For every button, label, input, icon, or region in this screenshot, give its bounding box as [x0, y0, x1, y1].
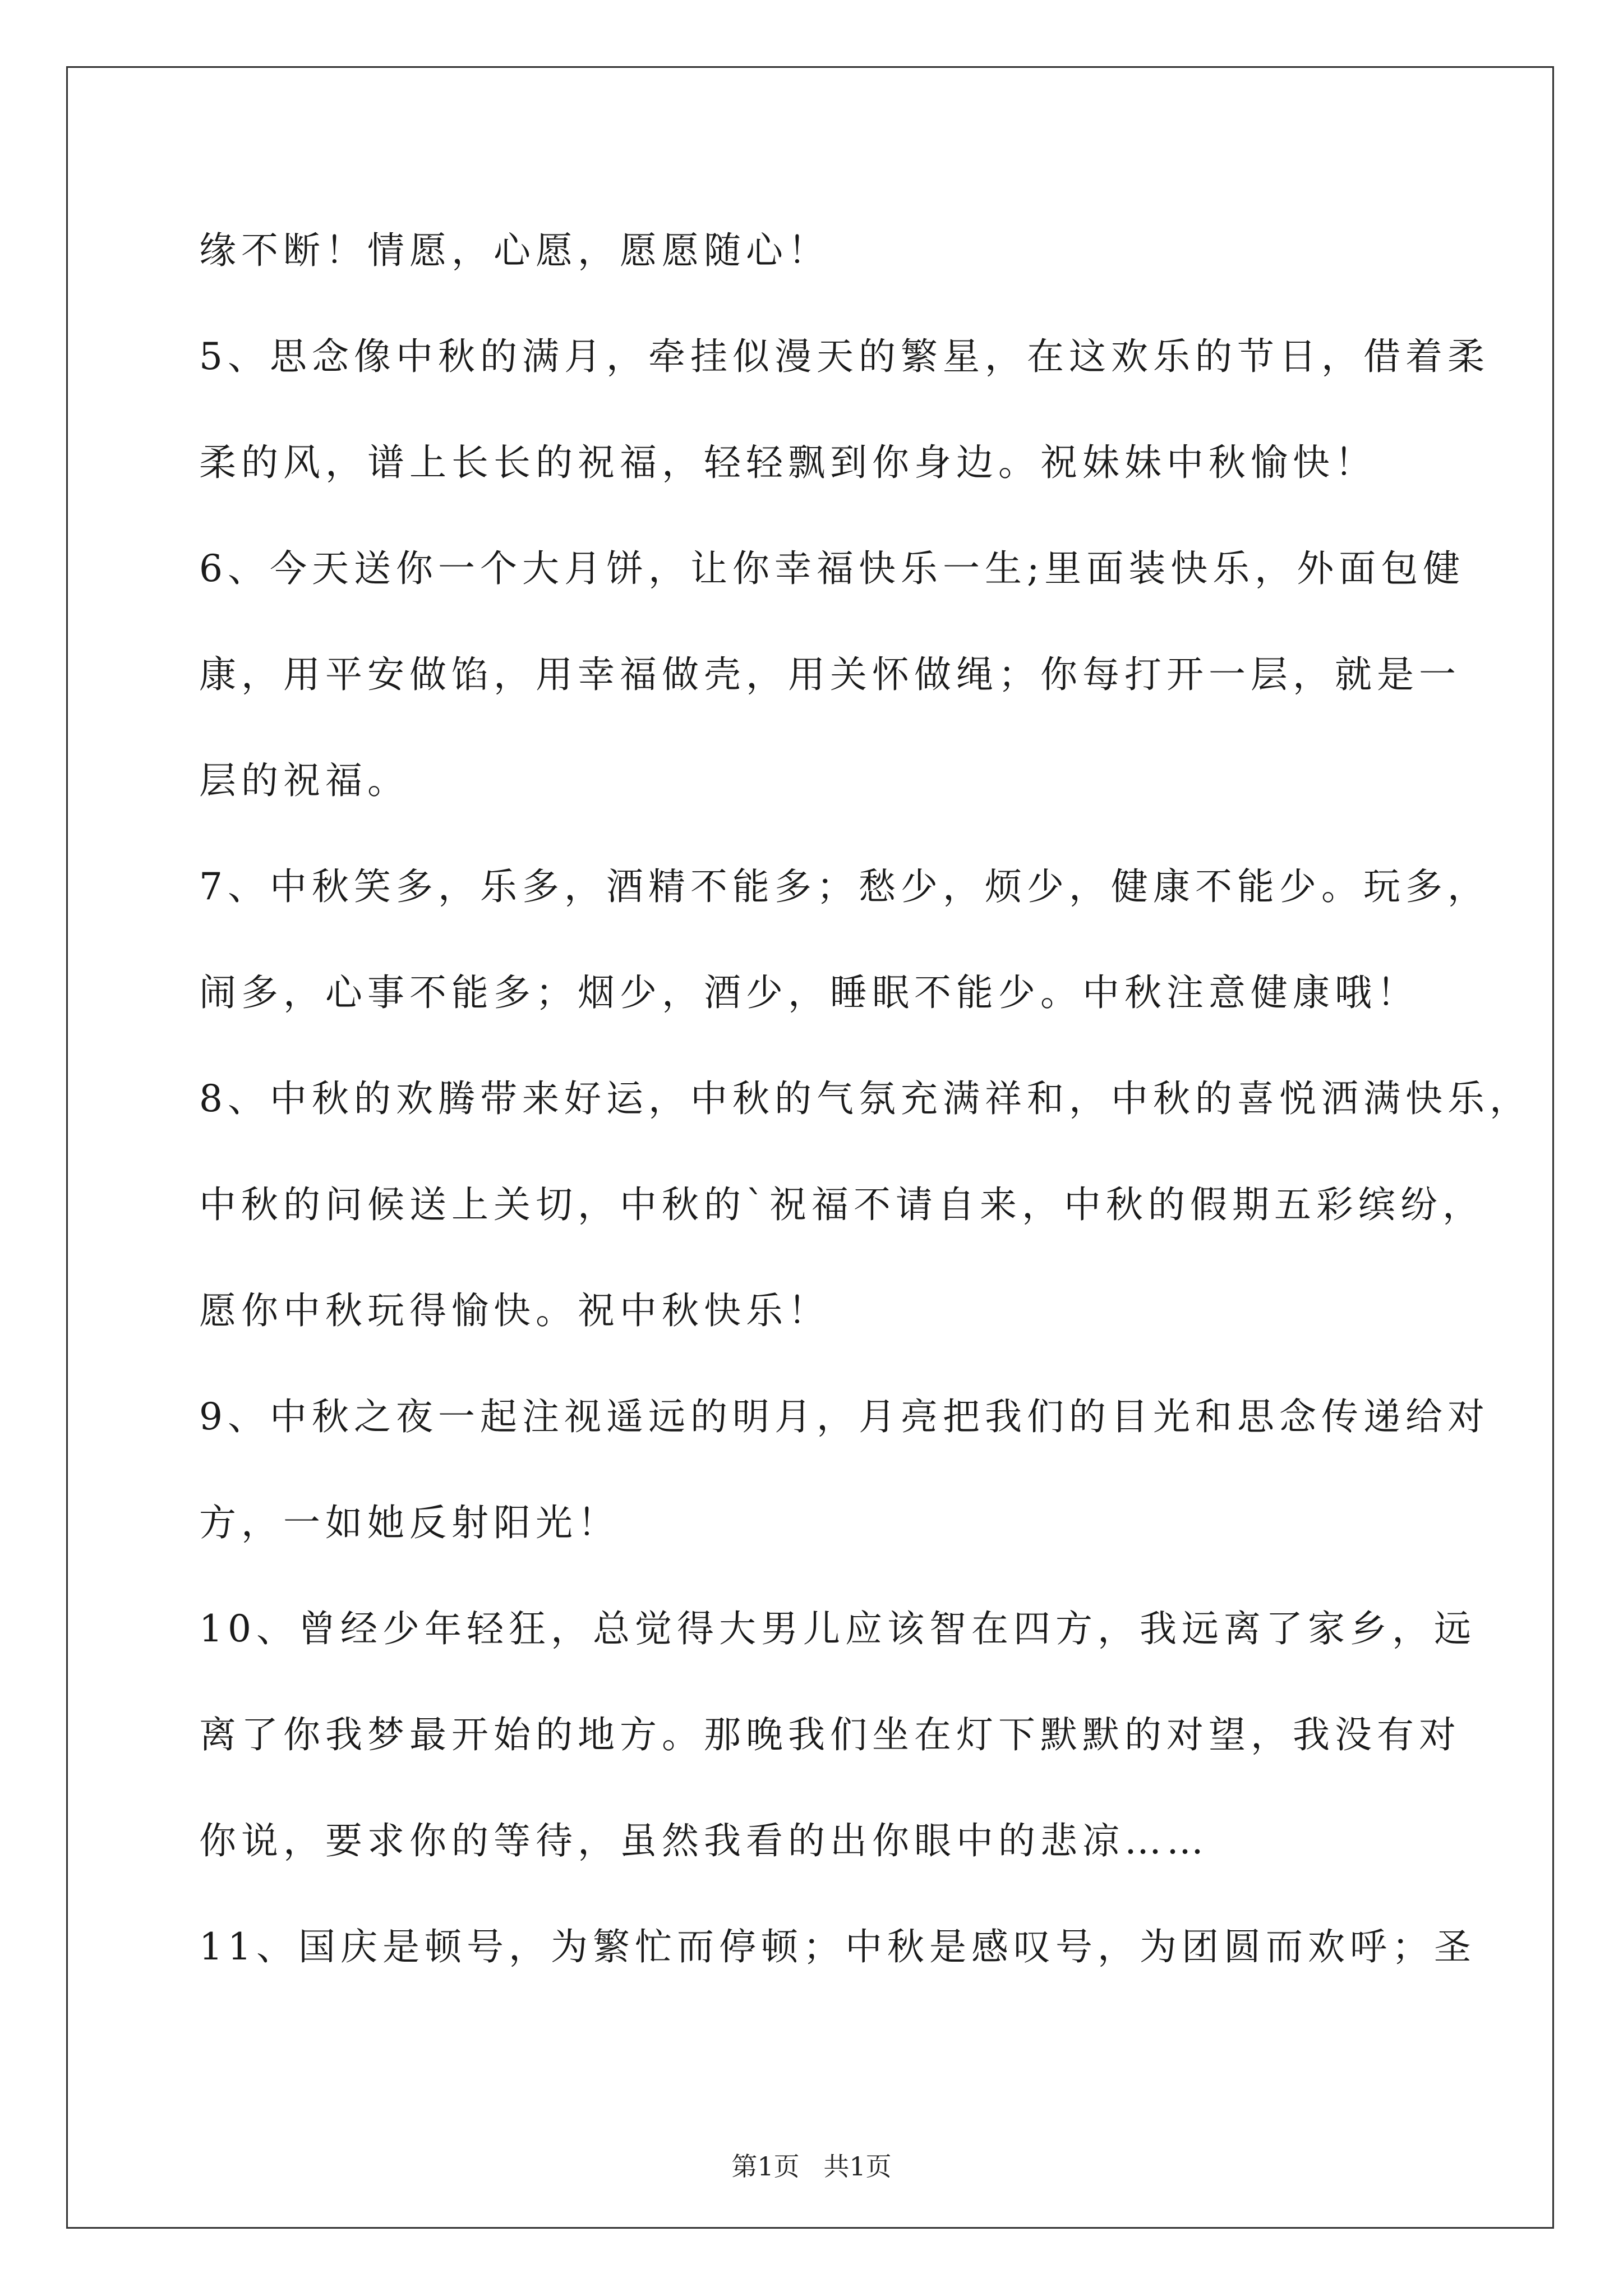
page-total: 共1页 — [823, 2151, 892, 2182]
text-line: 你说，要求你的等待，虽然我看的出你眼中的悲凉…… — [199, 1819, 1209, 1862]
text-line: 柔的风，谱上长长的祝福，轻轻飘到你身边。祝妹妹中秋愉快！ — [199, 441, 1377, 484]
text-line: 愿你中秋玩得愉快。祝中秋快乐！ — [199, 1289, 830, 1332]
page-footer — [0, 2150, 1623, 2183]
document-body — [199, 209, 1532, 2011]
text-line: 层的祝福。 — [199, 759, 409, 802]
text-line: 中秋的问候送上关切，中秋的`祝福不请自来，中秋的假期五彩缤纷， — [199, 1183, 1484, 1226]
text-line: 9、中秋之夜一起注视遥远的明月，月亮把我们的目光和思念传递给对 — [199, 1395, 1490, 1438]
text-line: 5、思念像中秋的满月，牵挂似漫天的繁星，在这欢乐的节日，借着柔 — [199, 335, 1490, 378]
text-line: 闹多，心事不能多；烟少，酒少，睡眠不能少。中秋注意健康哦！ — [199, 971, 1419, 1014]
text-line: 康，用平安做馅，用幸福做壳，用关怀做绳；你每打开一层，就是一 — [199, 653, 1461, 696]
text-line: 8、中秋的欢腾带来好运，中秋的气氛充满祥和，中秋的喜悦洒满快乐， — [199, 1077, 1532, 1120]
text-line: 7、中秋笑多，乐多，酒精不能多；愁少，烦少，健康不能少。玩多， — [199, 865, 1490, 908]
text-line: 10、曾经少年轻狂，总觉得大男儿应该智在四方，我远离了家乡，远 — [199, 1607, 1476, 1650]
text-line: 离了你我梦最开始的地方。那晚我们坐在灯下默默的对望，我没有对 — [199, 1713, 1461, 1756]
text-line: 缘不断！情愿，心愿，愿愿随心！ — [199, 229, 830, 272]
text-line: 11、国庆是顿号，为繁忙而停顿；中秋是感叹号，为团圆而欢呼；圣 — [199, 1925, 1476, 1968]
page-number: 第1页 — [731, 2151, 800, 2182]
text-line: 6、今天送你一个大月饼，让你幸福快乐一生;里面装快乐，外面包健 — [199, 547, 1465, 590]
text-line: 方，一如她反射阳光！ — [199, 1501, 620, 1544]
